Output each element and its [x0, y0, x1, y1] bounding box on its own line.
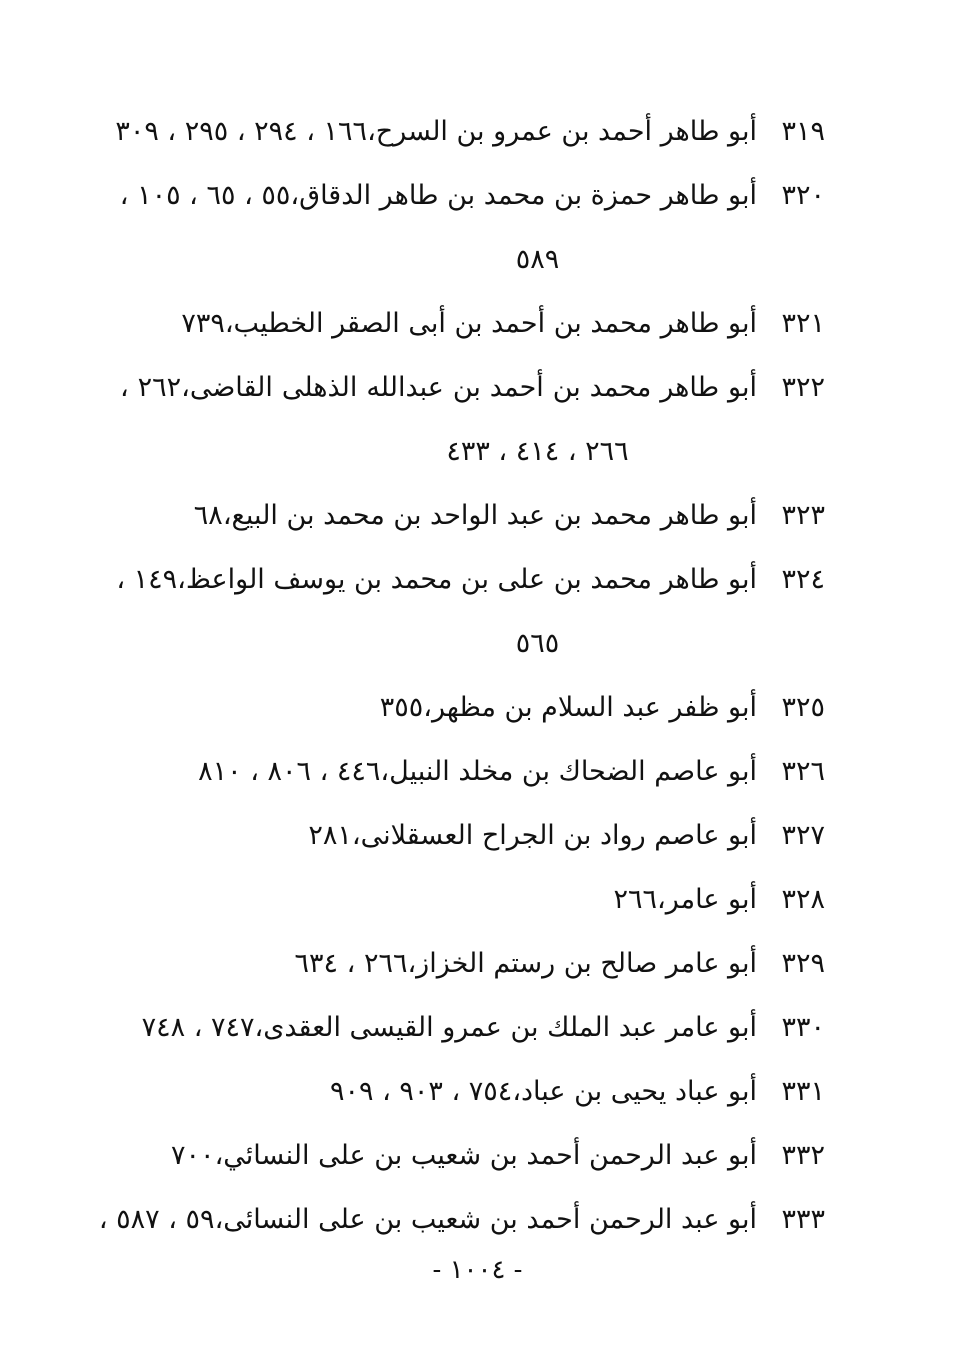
index-entry — [120, 1060, 825, 1124]
entry-number: ٣٢٣ — [781, 500, 825, 531]
entry-text: أبو طاهر أحمد بن عمرو بن السرح،١٦٦ ، ٢٩٤ ، ٢٩٥ ، ٣٠٩ — [115, 116, 757, 147]
index-entry — [120, 292, 825, 356]
entry-number: ٣١٩ — [781, 116, 825, 147]
entry-text: أبو ظفر عبد السلام بن مظهر،٣٥٥ — [379, 692, 757, 723]
index-entry — [98, 1188, 825, 1252]
entry-number: ٣٢٩ — [781, 948, 825, 979]
entry-number: ٣٣٠ — [781, 1012, 825, 1043]
entry-text: أبو طاهر حمزة بن محمد بن طاهر الدقاق،٥٥ ، ٦٥ ، ١٠٥ ، — [119, 180, 757, 211]
entry-text: أبو عباد يحيى بن عباد،٧٥٤ ، ٩٠٣ ، ٩٠٩ — [329, 1076, 757, 1107]
page-number: - ١٠٠٤ - — [432, 1255, 523, 1285]
index-entry — [120, 740, 825, 804]
entry-number: ٣٢٢ — [781, 372, 825, 403]
entry-text: أبو عبد الرحمن أحمد بن شعيب بن على النسائي،٧٠٠ — [171, 1140, 757, 1171]
entry-text: أبو عامر،٢٦٦ — [613, 884, 757, 915]
index-entry — [120, 676, 825, 740]
entry-number: ٣٢٠ — [781, 180, 825, 211]
index-entry — [116, 548, 825, 612]
entry-text: أبو طاهر محمد بن على بن محمد بن يوسف الواعظ،١٤٩ ، — [116, 564, 757, 595]
index-entry — [120, 996, 825, 1060]
entry-text: أبو عاصم الضحاك بن مخلد النبيل،٤٤٦ ، ٨٠٦ ، ٨١٠ — [198, 756, 757, 787]
entry-continuation: ٥٦٥ — [515, 628, 560, 659]
entry-number: ٣٣١ — [781, 1076, 825, 1107]
entry-number: ٣٢٨ — [781, 884, 825, 915]
entry-text: أبو طاهر محمد بن أحمد بن أبى الصقر الخطيب،٧٣٩ — [181, 308, 757, 339]
index-entry — [120, 932, 825, 996]
entry-text: أبو عامر عبد الملك بن عمرو القيسى العقدى،٧٤٧ ، ٧٤٨ — [141, 1012, 757, 1043]
entry-number: ٣٢٤ — [781, 564, 825, 595]
index-entry — [120, 1124, 825, 1188]
entry-text: أبو عبد الرحمن أحمد بن شعيب بن على النسائى،٥٩ ، ٥٨٧ ، — [98, 1204, 757, 1235]
entry-continuation: ٥٨٩ — [515, 244, 560, 275]
entry-number: ٣٣٢ — [781, 1140, 825, 1171]
entry-number: ٣٢١ — [781, 308, 825, 339]
index-entry — [120, 164, 825, 228]
entry-number: ٣٢٥ — [781, 692, 825, 723]
index-entry — [120, 868, 825, 932]
entry-number: ٣٢٧ — [781, 820, 825, 851]
index-entry — [115, 100, 825, 164]
index-entry — [120, 484, 825, 548]
index-entries — [98, 100, 825, 1252]
entry-text: أبو عامر صالح بن رستم الخزاز،٢٦٦ ، ٦٣٤ — [294, 948, 757, 979]
entry-number: ٣٣٣ — [781, 1204, 825, 1235]
index-entry — [120, 356, 825, 420]
entry-text: أبو طاهر محمد بن عبد الواحد بن محمد بن البيع،٦٨ — [193, 500, 757, 531]
entry-text: أبو طاهر محمد بن أحمد بن عبدالله الذهلى القاضى،٢٦٢ ، — [120, 372, 758, 403]
entry-number: ٣٢٦ — [781, 756, 825, 787]
index-entry — [120, 804, 825, 868]
entry-continuation: ٢٦٦ ، ٤١٤ ، ٤٣٣ — [446, 436, 629, 467]
entry-text: أبو عاصم رواد بن الجراح العسقلانى،٢٨١ — [308, 820, 757, 851]
